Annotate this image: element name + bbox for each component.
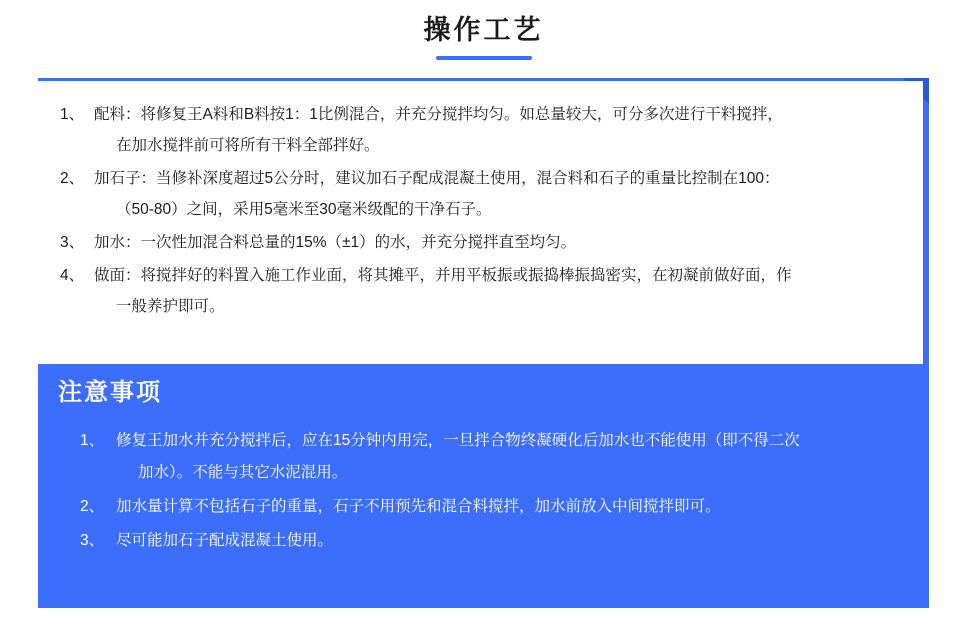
notice-list	[58, 425, 899, 557]
list-item-number: 2、	[80, 498, 105, 515]
list-item-line1: 尽可能加石子配成混凝土使用。	[116, 532, 334, 549]
list-item-line2: 一般养护即可。	[116, 298, 225, 315]
list-item-text	[116, 491, 889, 523]
list-item	[80, 491, 889, 523]
page-title: 操作工艺	[423, 15, 544, 45]
list-item-line1: 加石子：当修补深度超过5公分时，建议加石子配成混凝土使用，混合料和石子的重量比控制在100：	[94, 170, 780, 187]
notice-title: 注意事项	[58, 379, 162, 406]
list-item-number: 2、	[60, 170, 85, 187]
list-item	[60, 227, 901, 258]
title-underline	[436, 56, 532, 60]
list-item-text	[94, 227, 901, 258]
list-item-line2: 加水）。不能与其它水泥混用。	[138, 464, 348, 481]
process-card	[38, 81, 923, 364]
list-item-number: 1、	[80, 432, 105, 449]
list-item-number: 4、	[60, 267, 85, 284]
list-item-number: 3、	[60, 234, 85, 251]
list-item-line1: 配料：将修复王A料和B料按1：1比例混合，并充分搅拌均匀。如总量较大，可分多次进行干料搅拌，	[94, 106, 783, 123]
list-item-line1: 加水量计算不包括石子的重量，石子不用预先和混合料搅拌，加水前放入中间搅拌即可。	[116, 498, 721, 515]
list-item-number: 1、	[60, 106, 85, 123]
list-item	[60, 163, 901, 225]
list-item-number: 3、	[80, 532, 105, 549]
list-item	[80, 525, 889, 557]
list-item	[60, 99, 901, 161]
list-item-line2: （50-80）之间，采用5毫米至30毫米级配的干净石子。	[116, 201, 492, 218]
list-item	[80, 425, 889, 489]
list-item-text	[116, 525, 889, 557]
list-item	[60, 260, 901, 322]
list-item-line1: 加水：一次性加混合料总量的15%（±1）的水，并充分搅拌直至均匀。	[94, 234, 577, 251]
list-item-text	[116, 425, 889, 489]
notice-section	[38, 372, 929, 559]
list-item-text	[94, 260, 901, 322]
list-item-text	[94, 163, 901, 225]
list-item-line1: 修复王加水并充分搅拌后，应在15分钟内用完，一旦拌合物终凝硬化后加水也不能使用（即不得二次	[116, 432, 800, 449]
list-item-line2: 在加水搅拌前可将所有干料全部拌好。	[116, 137, 380, 154]
process-list	[60, 99, 901, 322]
list-item-line1: 做面：将搅拌好的料置入施工作业面，将其摊平，并用平板振或振捣棒振捣密实，在初凝前做好面，作	[94, 267, 792, 284]
list-item-text	[94, 99, 901, 161]
